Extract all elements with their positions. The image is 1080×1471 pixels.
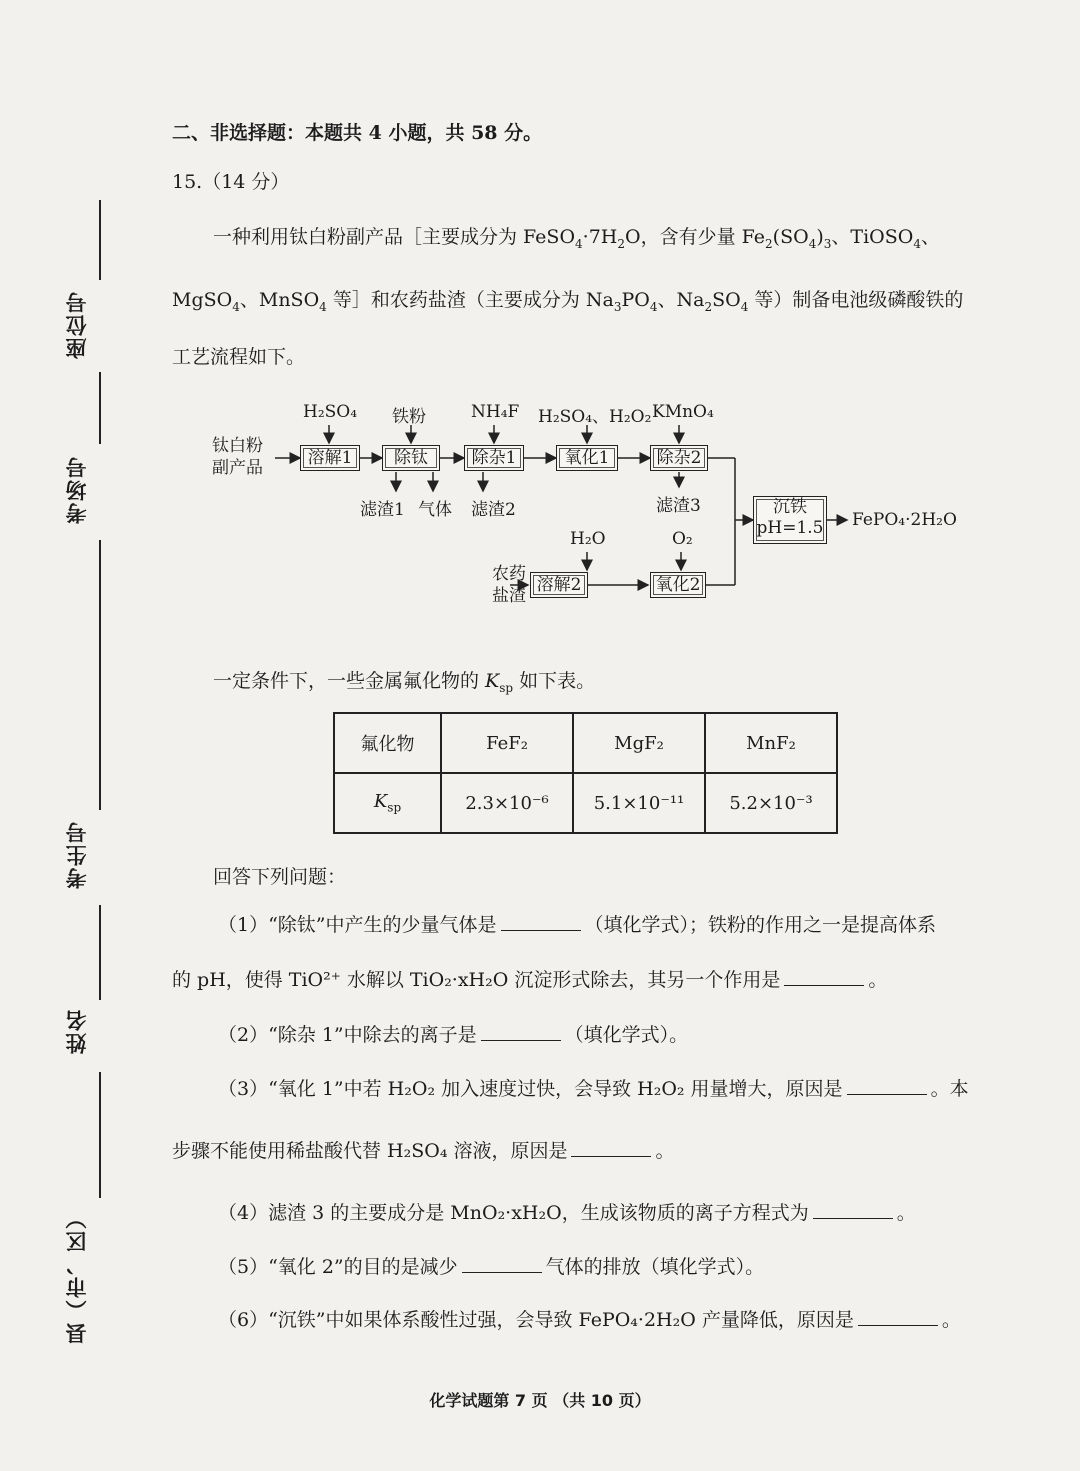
seat-label: 座位号 — [65, 290, 89, 359]
reagent-o2: O₂ — [672, 529, 693, 549]
table-cell: 5.1×10⁻¹¹ — [573, 773, 705, 833]
reagent-h2so4-h2o2: H₂SO₄、H₂O₂ — [538, 407, 652, 427]
table-intro: 一定条件下，一些金属氟化物的 $K_{sp}$ 如下表。 — [213, 670, 596, 695]
intro-line-1: 一种利用钛白粉副产品［主要成分为 $FeSO_4\cdot 7H_2O$，含有少量 $Fe_2(SO_4)_3$、TiOSO$_4$、 — [213, 226, 940, 251]
answer-blank[interactable] — [462, 1256, 542, 1273]
question-4: （4）滤渣 3 的主要成分是 MnO₂·xH₂O，生成该物质的离子方程式为 。 — [218, 1202, 916, 1224]
step-oxidation-1: 氧化1 — [556, 445, 618, 471]
output-residue-2: 滤渣2 — [471, 500, 516, 520]
table-cell: 2.3×10⁻⁶ — [441, 773, 573, 833]
answer-blank[interactable] — [571, 1140, 651, 1157]
step-oxidation-2: 氧化2 — [650, 572, 706, 598]
answer-blank[interactable] — [847, 1078, 927, 1095]
county-label: 县（市、区） — [65, 1206, 89, 1344]
process-flowchart — [200, 395, 1000, 625]
reagent-h2so4: H₂SO₄ — [303, 402, 358, 422]
question-3-line-1: （3）“氧化 1”中若 H₂O₂ 加入速度过快，会导致 H₂O₂ 用量增大，原因是 。本 — [218, 1078, 969, 1100]
answer-blank[interactable] — [858, 1309, 938, 1326]
table-row — [334, 773, 837, 833]
question-6: （6）“沉铁”中如果体系酸性过强，会导致 FePO₄·2H₂O 产量降低，原因是 。 — [218, 1309, 961, 1331]
step-impurity-removal-1: 除杂1 — [464, 445, 524, 471]
answer-blank[interactable] — [784, 969, 864, 986]
reagent-kmno4: KMnO₄ — [652, 402, 714, 422]
question-3-line-2: 步骤不能使用稀盐酸代替 H₂SO₄ 溶液，原因是 。 — [172, 1140, 675, 1162]
reagent-iron-powder: 铁粉 — [392, 407, 426, 427]
step-iron-precipitation: 沉铁 pH=1.5 — [753, 496, 827, 544]
question-2: （2）“除杂 1”中除去的离子是 （填化学式）。 — [218, 1024, 689, 1046]
ksp-table — [333, 712, 838, 834]
step-remove-titanium: 除钛 — [382, 445, 440, 471]
table-row-label: $K_{sp}$ — [334, 773, 441, 833]
table-cell: 5.2×10⁻³ — [705, 773, 837, 833]
step-impurity-removal-2: 除杂2 — [650, 445, 708, 471]
question-1-line-1: （1）“除钛”中产生的少量气体是 （填化学式）；铁粉的作用之一是提高体系 — [218, 914, 937, 936]
pesticide-salt-residue: 农药 盐渣 — [492, 564, 526, 606]
product-label: FePO₄·2H₂O — [852, 510, 957, 530]
table-header-cell: MnF₂ — [705, 713, 837, 773]
question-number: 15.（14 分） — [172, 171, 290, 193]
answer-blank[interactable] — [501, 914, 581, 931]
question-5: （5）“氧化 2”的目的是减少 气体的排放（填化学式）。 — [218, 1256, 765, 1278]
answer-blank[interactable] — [481, 1024, 561, 1041]
exam-number-label: 考生号 — [65, 820, 89, 889]
step-dissolve-2: 溶解2 — [530, 572, 588, 598]
step-dissolve-1: 溶解1 — [300, 445, 360, 471]
table-header-cell: 氟化物 — [334, 713, 441, 773]
answer-prompt: 回答下列问题： — [213, 866, 347, 888]
output-residue-1: 滤渣1 — [360, 500, 405, 520]
output-residue-3: 滤渣3 — [656, 496, 701, 516]
table-header-row — [334, 713, 837, 773]
start-material: 钛白粉 副产品 — [212, 436, 263, 478]
table-header-cell: FeF₂ — [441, 713, 573, 773]
section-title: 二、非选择题：本题共 4 小题，共 58 分。 — [172, 122, 543, 144]
page-footer: 化学试题第 7 页 （共 10 页） — [429, 1391, 651, 1410]
reagent-h2o: H₂O — [570, 529, 606, 549]
question-1-line-2: 的 pH，使得 TiO²⁺ 水解以 TiO₂·xH₂O 沉淀形式除去，其另一个作用是 。 — [172, 969, 888, 991]
output-gas: 气体 — [418, 500, 452, 520]
reagent-nh4f: NH₄F — [471, 402, 520, 422]
intro-line-2: MgSO$_4$、MnSO$_4$ 等］和农药盐渣（主要成分为 $Na_3PO_4$、$Na_2SO_4$ 等）制备电池级磷酸铁的 — [172, 289, 964, 314]
exam-number-line — [99, 905, 101, 1000]
table-header-cell: MgF₂ — [573, 713, 705, 773]
room-line — [99, 540, 101, 810]
intro-line-3: 工艺流程如下。 — [172, 346, 306, 368]
name-line — [99, 1072, 101, 1198]
name-label: 姓名 — [65, 1008, 89, 1054]
answer-blank[interactable] — [813, 1202, 893, 1219]
room-label: 考场号 — [65, 455, 89, 524]
seat-line-bottom — [99, 372, 101, 444]
seat-line-top — [99, 200, 101, 280]
